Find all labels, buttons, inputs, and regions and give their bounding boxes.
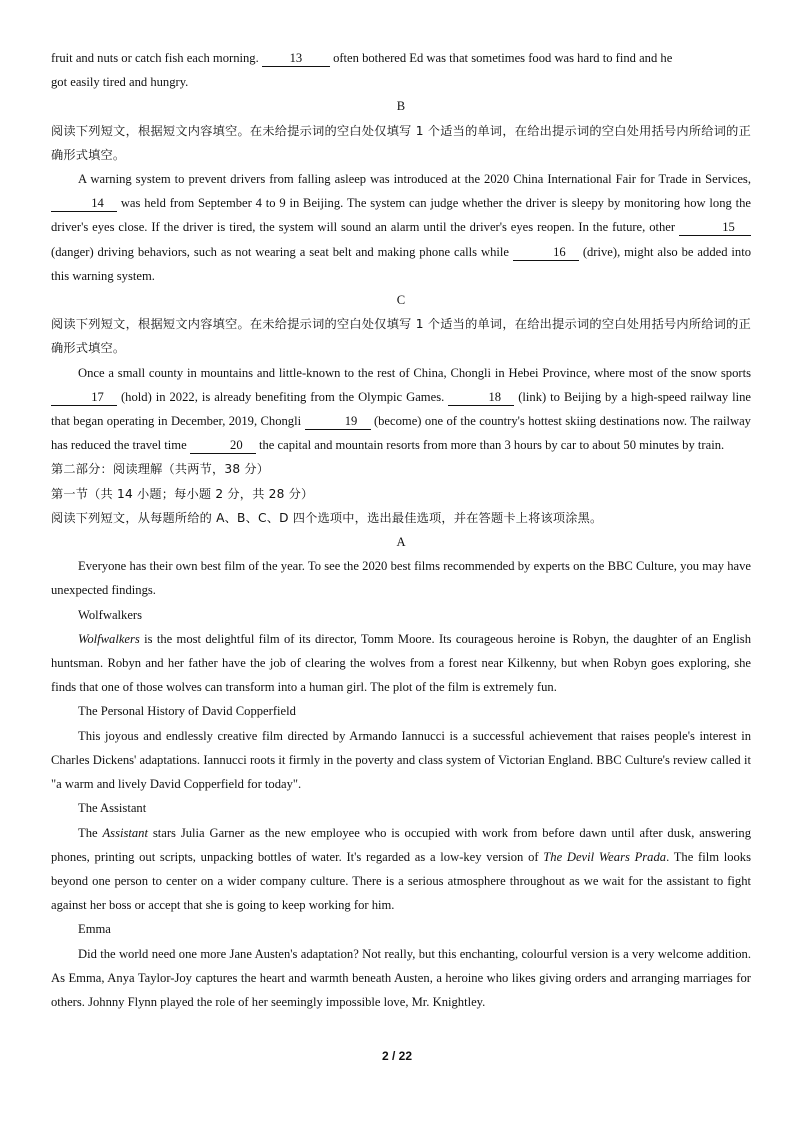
- part-2-heading: 第二部分：阅读理解（共两节，38 分）: [51, 462, 270, 477]
- passage-a-label: A: [396, 535, 406, 550]
- document-page: [51, 46, 751, 1014]
- blank-14: 14: [51, 196, 117, 212]
- blank-18: 18: [448, 390, 514, 406]
- blank-19: 19: [305, 414, 371, 430]
- film-review-emma: Did the world need one more Jane Austen's adaptation? Not really, but this enchanting, colourful version is a very welcome addition. As Emma, Anya Taylor-Joy captures the heart and warmth beneath Austen, a heroine who likes giving orders and arranging marriages for others. Johnny Flynn played the role of her seemingly impossible love, Mr. Knightley.: [51, 946, 751, 1009]
- section-b-label: B: [396, 99, 406, 114]
- film-title-the-assistant: The Assistant: [78, 801, 147, 816]
- section-c-instructions: 阅读下列短文，根据短文内容填空。在未给提示词的空白处仅填写 1 个适当的单词，在给出提示词的空白处用括号内所给词的正确形式填空。: [51, 317, 751, 356]
- section-c-passage: Once a small county in mountains and little-known to the rest of China, Chongli in Hebei Province, where most of the snow sports 17 (hold) in 2022, is already benefiting from the Olympic Games. 18 (link) to Beijing by a high-speed railway line that began operating in December, 2019, Chongli 19 (become) one of the country's hottest skiing destinations now. The railway has reduced the travel time 20 the capital and mountain resorts from more than 3 hours by car to about 50 minutes by train.: [51, 365, 751, 453]
- film-review-the-assistant: The Assistant stars Julia Garner as the new employee who is occupied with work from before dawn until after dusk, answering phones, printing out scripts, unpacking bottles of water. It's regarded as a low-key version of The Devil Wears Prada. The film looks beyond one person to center on a wider company culture. There is a serious atmosphere throughout as we wait for the assistant to fight against her boss or accept that she is going to keep working for him.: [51, 825, 751, 913]
- section-a-ending: fruit and nuts or catch fish each morning. 13 often bothered Ed was that sometimes food was hard to find and he got easily tired and hungry.: [51, 51, 673, 90]
- blank-13: 13: [262, 51, 330, 67]
- section-c-label: C: [396, 293, 406, 308]
- part-2-instructions: 阅读下列短文，从每题所给的 A、B、C、D 四个选项中，选出最佳选项，并在答题卡上将该项涂黑。: [51, 510, 603, 525]
- part-2-section-1-heading: 第一节（共 14 小题；每小题 2 分，共 28 分）: [51, 486, 314, 501]
- blank-16: 16: [513, 245, 579, 261]
- film-review-david-copperfield: This joyous and endlessly creative film directed by Armando Iannucci is a successful achievement that raises people's interest in Charles Dickens' adaptations. Iannucci roots it firmly in the poverty and class system of Victorian England. BBC Culture's review called it "a warm and lively David Copperfield for today".: [51, 728, 751, 792]
- section-b-passage: A warning system to prevent drivers from falling asleep was introduced at the 2020 China International Fair for Trade in Services, 14 was held from September 4 to 9 in Beijing. The system can judge whether the driver is sleepy by monitoring how long the driver's eyes close. If the driver is tired, the system will sound an alarm until the driver's eyes reopen. In the future, other 15 (danger) driving behaviors, such as not wearing a seat belt and making phone calls while 16 (drive), might also be added into this warning system.: [51, 172, 751, 283]
- film-title-wolfwalkers: Wolfwalkers: [78, 607, 143, 622]
- passage-a-intro: Everyone has their own best film of the year. To see the 2020 best films recommended by experts on the BBC Culture, you may have unexpected findings.: [51, 559, 751, 598]
- film-title-emma: Emma: [78, 922, 111, 937]
- blank-15: 15: [679, 220, 751, 236]
- film-title-david-copperfield: The Personal History of David Copperfield: [78, 704, 296, 719]
- page-number: 2 / 22: [381, 1049, 413, 1063]
- section-b-instructions: 阅读下列短文，根据短文内容填空。在未给提示词的空白处仅填写 1 个适当的单词，在给出提示词的空白处用括号内所给词的正确形式填空。: [51, 123, 751, 162]
- blank-17: 17: [51, 390, 117, 406]
- film-review-wolfwalkers: Wolfwalkers is the most delightful film of its director, Tomm Moore. Its courageous heroine is Robyn, the daughter of an English huntsman. Robyn and her father have the job of clearing the wolves from a forest near Kilkenny, but when Robyn goes exploring, she finds that one of those wolves can transform into a human girl. The plot of the film is extremely fun.: [51, 631, 751, 695]
- blank-20: 20: [190, 438, 256, 454]
